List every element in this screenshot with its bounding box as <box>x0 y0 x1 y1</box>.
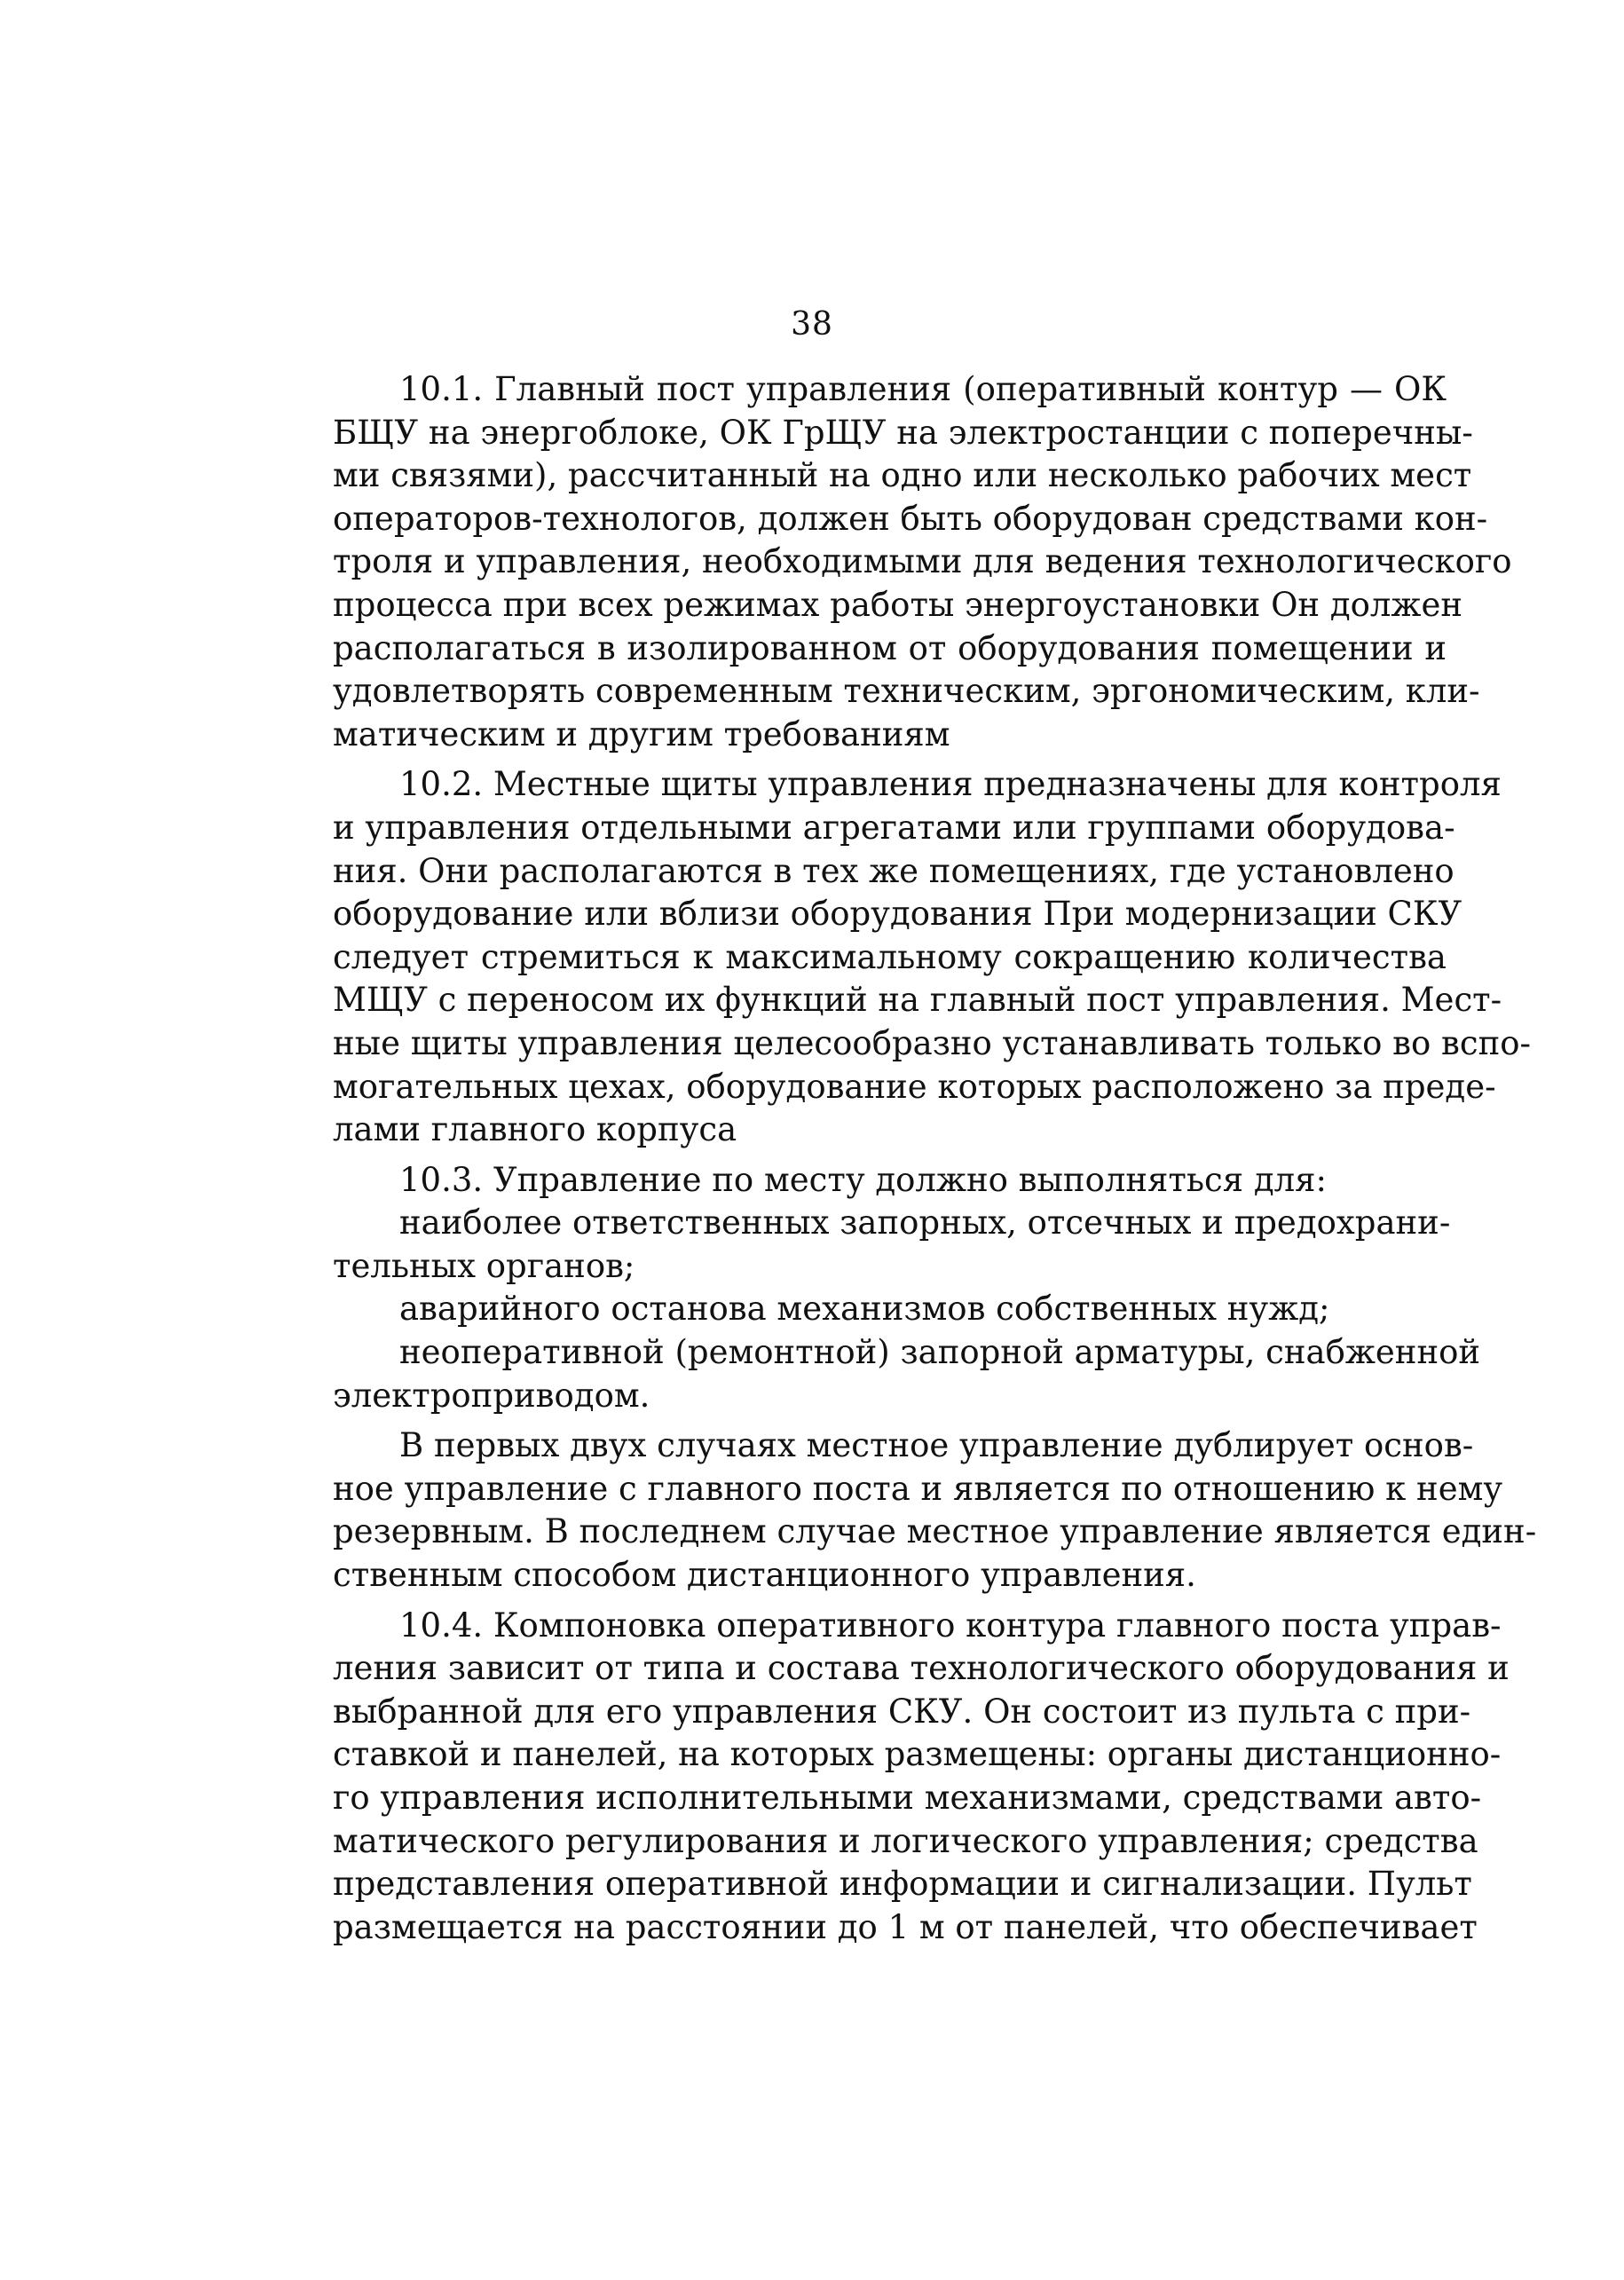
text-line: неоперативной (ремонтной) запорной арматуры, снабженной <box>399 1333 1481 1372</box>
text-line: выбранной для его управления СКУ. Он состоит из пульта с при- <box>333 1692 1471 1731</box>
text-line: ния. Они располагаются в тех же помещениях, где установлено <box>333 851 1455 890</box>
text-line: 10.4. Компоновка оперативного контура главного поста управ- <box>399 1605 1502 1645</box>
text-line: матического регулирования и логического управления; средства <box>333 1821 1478 1860</box>
paragraph-10-2 <box>333 763 1532 1151</box>
text-line: аварийного останова механизмов собственных нужд; <box>399 1290 1330 1329</box>
text-line: процесса при всех режимах работы энергоустановки Он должен <box>333 585 1463 624</box>
list-item-10-3-c <box>333 1331 1481 1417</box>
paragraph-10-1 <box>333 368 1512 756</box>
text-line: располагаться в изолированном от оборудования помещении и <box>333 628 1447 667</box>
page-number: 38 <box>791 306 833 343</box>
text-line: ственным способом дистанционного управления. <box>333 1556 1196 1595</box>
text-line: матическим и другим требованиям <box>333 714 950 753</box>
text-line: 10.1. Главный пост управления (оперативный контур — ОК <box>399 370 1447 408</box>
text-line: резервным. В последнем случае местное управление является един- <box>333 1512 1537 1551</box>
text-line: наиболее ответственных запорных, отсечных и предохрани- <box>399 1203 1451 1243</box>
text-line: ное управление с главного поста и является по отношению к нему <box>333 1469 1503 1508</box>
body-text <box>333 368 1537 1949</box>
list-item-10-3-b <box>333 1288 1447 1331</box>
text-line: 10.3. Управление по месту должно выполняться для: <box>399 1160 1327 1199</box>
text-line: ные щиты управления целесообразно устанавливать только во вспо- <box>333 1023 1532 1062</box>
text-line: электроприводом. <box>333 1376 650 1415</box>
text-line: БЩУ на энергоблоке, ОК ГрЩУ на электростанции с поперечны- <box>333 413 1473 452</box>
text-line: лами главного корпуса <box>333 1110 737 1149</box>
text-line: оборудование или вблизи оборудования При модернизации СКУ <box>333 895 1462 934</box>
text-line: ставкой и панелей, на которых размещены: органы дистанционно- <box>333 1735 1502 1774</box>
list-item-10-3-a <box>333 1202 1451 1288</box>
text-line: размещается на расстоянии до 1 м от панелей, что обеспечивает <box>333 1907 1478 1946</box>
text-line: и управления отдельными агрегатами или группами оборудова- <box>333 808 1455 847</box>
paragraph-10-3 <box>333 1159 1447 1203</box>
text-line: троля и управления, необходимыми для ведения технологического <box>333 542 1512 581</box>
text-line: могательных цехах, оборудование которых расположено за преде- <box>333 1067 1496 1106</box>
text-line: удовлетворять современным техническим, эргономическим, кли- <box>333 672 1480 711</box>
text-line: го управления исполнительными механизмами, средствами авто- <box>333 1779 1482 1817</box>
text-line: представления оперативной информации и сигнализации. Пульт <box>333 1865 1472 1904</box>
paragraph-10-3-note <box>333 1424 1537 1597</box>
text-line: 10.2. Местные щиты управления предназначены для контроля <box>399 765 1502 804</box>
text-line: операторов-технологов, должен быть оборудован средствами кон- <box>333 499 1488 538</box>
text-line: В первых двух случаях местное управление дублирует основ- <box>399 1426 1474 1465</box>
text-line: МЩУ с переносом их функций на главный пост управления. Мест- <box>333 981 1502 1020</box>
text-line: ми связями), рассчитанный на одно или несколько рабочих мест <box>333 456 1472 495</box>
text-line: ления зависит от типа и состава технологического оборудования и <box>333 1649 1510 1688</box>
text-line: следует стремиться к максимальному сокращению количества <box>333 937 1447 976</box>
paragraph-10-4 <box>333 1605 1510 1950</box>
text-line: тельных органов; <box>333 1246 635 1285</box>
